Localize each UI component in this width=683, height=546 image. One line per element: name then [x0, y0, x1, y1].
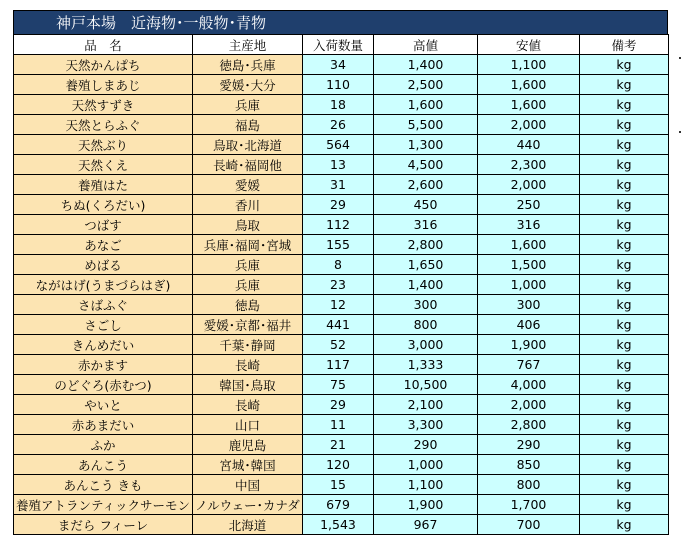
cell-quantity: 21: [303, 435, 374, 455]
cell-low-price: 767: [478, 355, 580, 375]
cell-origin: 兵庫･福岡･宮城: [193, 235, 303, 255]
cell-high-price: 3,000: [374, 335, 478, 355]
cell-high-price: 1,900: [374, 495, 478, 515]
cell-high-price: 2,500: [374, 75, 478, 95]
cell-quantity: 13: [303, 155, 374, 175]
cell-remarks: kg: [580, 475, 669, 495]
cell-origin: 鳥取: [193, 215, 303, 235]
cell-high-price: 450: [374, 195, 478, 215]
cell-origin: 徳島･兵庫: [193, 55, 303, 75]
cell-quantity: 23: [303, 275, 374, 295]
table-row: [14, 315, 669, 335]
cell-item-name: 赤あまだい: [14, 415, 193, 435]
cell-origin: 長崎: [193, 355, 303, 375]
table-row: [14, 235, 669, 255]
cell-item-name: 天然とらふぐ: [14, 115, 193, 135]
cell-quantity: 1,543: [303, 515, 374, 535]
cell-quantity: 29: [303, 195, 374, 215]
cell-origin: 鹿児島: [193, 435, 303, 455]
cell-remarks: kg: [580, 395, 669, 415]
cell-origin: ノルウェー･カナダ: [193, 495, 303, 515]
table-row: [14, 375, 669, 395]
cell-high-price: 1,100: [374, 475, 478, 495]
table-row: [14, 275, 669, 295]
cell-remarks: kg: [580, 495, 669, 515]
cell-high-price: 1,650: [374, 255, 478, 275]
cell-quantity: 120: [303, 455, 374, 475]
cell-low-price: 1,600: [478, 235, 580, 255]
cell-remarks: kg: [580, 135, 669, 155]
cell-low-price: 1,700: [478, 495, 580, 515]
table-row: [14, 55, 669, 75]
cell-high-price: 1,000: [374, 455, 478, 475]
cell-high-price: 290: [374, 435, 478, 455]
cell-quantity: 75: [303, 375, 374, 395]
cell-quantity: 34: [303, 55, 374, 75]
cell-remarks: kg: [580, 155, 669, 175]
cell-low-price: 700: [478, 515, 580, 535]
table-row: [14, 455, 669, 475]
header-low-price: 安値: [478, 35, 580, 55]
cell-item-name: まだら フィーレ: [14, 515, 193, 535]
cell-low-price: 1,900: [478, 335, 580, 355]
cell-remarks: kg: [580, 295, 669, 315]
cell-item-name: 天然すずき: [14, 95, 193, 115]
cell-low-price: 4,000: [478, 375, 580, 395]
cell-quantity: 26: [303, 115, 374, 135]
cell-remarks: kg: [580, 175, 669, 195]
table-row: [14, 395, 669, 415]
table-row: [14, 95, 669, 115]
cell-remarks: kg: [580, 315, 669, 335]
cell-item-name: 天然ぶり: [14, 135, 193, 155]
cell-low-price: 440: [478, 135, 580, 155]
cell-remarks: kg: [580, 95, 669, 115]
cell-quantity: 155: [303, 235, 374, 255]
cell-item-name: 赤かます: [14, 355, 193, 375]
cell-high-price: 300: [374, 295, 478, 315]
cell-low-price: 250: [478, 195, 580, 215]
cell-low-price: 1,600: [478, 75, 580, 95]
cell-origin: 兵庫: [193, 255, 303, 275]
cell-low-price: 2,000: [478, 115, 580, 135]
table-row: [14, 515, 669, 535]
cell-quantity: 31: [303, 175, 374, 195]
cell-remarks: kg: [580, 335, 669, 355]
header-high-price: 高値: [374, 35, 478, 55]
cell-low-price: 406: [478, 315, 580, 335]
cell-quantity: 679: [303, 495, 374, 515]
table-row: [14, 355, 669, 375]
cell-quantity: 117: [303, 355, 374, 375]
edge-mark: [679, 131, 681, 133]
cell-item-name: ながはげ(うまづらはぎ): [14, 275, 193, 295]
table-row: [14, 475, 669, 495]
table-row: [14, 195, 669, 215]
cell-low-price: 1,000: [478, 275, 580, 295]
cell-quantity: 18: [303, 95, 374, 115]
price-table: [13, 34, 669, 535]
cell-origin: 長崎: [193, 395, 303, 415]
table-row: [14, 295, 669, 315]
table-row: [14, 255, 669, 275]
cell-remarks: kg: [580, 115, 669, 135]
cell-item-name: さばふぐ: [14, 295, 193, 315]
cell-high-price: 1,300: [374, 135, 478, 155]
cell-high-price: 10,500: [374, 375, 478, 395]
table-row: [14, 495, 669, 515]
cell-high-price: 800: [374, 315, 478, 335]
cell-high-price: 2,800: [374, 235, 478, 255]
cell-low-price: 800: [478, 475, 580, 495]
cell-origin: 香川: [193, 195, 303, 215]
cell-remarks: kg: [580, 235, 669, 255]
cell-quantity: 12: [303, 295, 374, 315]
table-row: [14, 155, 669, 175]
cell-low-price: 2,800: [478, 415, 580, 435]
cell-remarks: kg: [580, 515, 669, 535]
cell-origin: 福島: [193, 115, 303, 135]
cell-item-name: 養殖しまあじ: [14, 75, 193, 95]
cell-item-name: めばる: [14, 255, 193, 275]
price-sheet: [13, 10, 668, 535]
cell-origin: 千葉･静岡: [193, 335, 303, 355]
cell-item-name: やいと: [14, 395, 193, 415]
cell-item-name: あんこう: [14, 455, 193, 475]
table-row: [14, 415, 669, 435]
cell-origin: 愛媛･京都･福井: [193, 315, 303, 335]
cell-quantity: 112: [303, 215, 374, 235]
header-remarks: 備考: [580, 35, 669, 55]
cell-remarks: kg: [580, 455, 669, 475]
cell-low-price: 1,600: [478, 95, 580, 115]
cell-high-price: 2,100: [374, 395, 478, 415]
cell-low-price: 300: [478, 295, 580, 315]
cell-remarks: kg: [580, 215, 669, 235]
cell-quantity: 15: [303, 475, 374, 495]
cell-low-price: 1,500: [478, 255, 580, 275]
cell-item-name: あなご: [14, 235, 193, 255]
cell-item-name: ふか: [14, 435, 193, 455]
cell-quantity: 441: [303, 315, 374, 335]
cell-origin: 兵庫: [193, 95, 303, 115]
cell-item-name: 天然かんぱち: [14, 55, 193, 75]
cell-origin: 兵庫: [193, 275, 303, 295]
cell-quantity: 110: [303, 75, 374, 95]
cell-origin: 愛媛: [193, 175, 303, 195]
cell-item-name: 養殖アトランティックサーモン: [14, 495, 193, 515]
cell-item-name: きんめだい: [14, 335, 193, 355]
cell-origin: 北海道: [193, 515, 303, 535]
cell-origin: 山口: [193, 415, 303, 435]
cell-high-price: 1,600: [374, 95, 478, 115]
cell-remarks: kg: [580, 75, 669, 95]
cell-low-price: 290: [478, 435, 580, 455]
cell-low-price: 2,300: [478, 155, 580, 175]
cell-origin: 中国: [193, 475, 303, 495]
table-row: [14, 75, 669, 95]
cell-quantity: 52: [303, 335, 374, 355]
header-origin: 主産地: [193, 35, 303, 55]
header-item-name: 品 名: [14, 35, 193, 55]
cell-origin: 長崎･福岡他: [193, 155, 303, 175]
cell-item-name: つばす: [14, 215, 193, 235]
header-quantity: 入荷数量: [303, 35, 374, 55]
header-row: [14, 35, 669, 55]
table-row: [14, 435, 669, 455]
cell-low-price: 850: [478, 455, 580, 475]
edge-mark: [679, 57, 681, 59]
cell-item-name: 養殖はた: [14, 175, 193, 195]
cell-remarks: kg: [580, 355, 669, 375]
cell-high-price: 2,600: [374, 175, 478, 195]
cell-high-price: 1,400: [374, 275, 478, 295]
cell-quantity: 8: [303, 255, 374, 275]
cell-item-name: あんこう きも: [14, 475, 193, 495]
cell-remarks: kg: [580, 255, 669, 275]
cell-item-name: のどぐろ(赤むつ): [14, 375, 193, 395]
cell-high-price: 3,300: [374, 415, 478, 435]
cell-item-name: ちぬ(くろだい): [14, 195, 193, 215]
cell-remarks: kg: [580, 275, 669, 295]
cell-quantity: 564: [303, 135, 374, 155]
table-row: [14, 215, 669, 235]
cell-low-price: 1,100: [478, 55, 580, 75]
cell-low-price: 316: [478, 215, 580, 235]
cell-origin: 韓国･鳥取: [193, 375, 303, 395]
table-row: [14, 135, 669, 155]
cell-origin: 徳島: [193, 295, 303, 315]
cell-low-price: 2,000: [478, 395, 580, 415]
cell-high-price: 967: [374, 515, 478, 535]
cell-quantity: 11: [303, 415, 374, 435]
cell-remarks: kg: [580, 195, 669, 215]
table-row: [14, 175, 669, 195]
cell-low-price: 2,000: [478, 175, 580, 195]
cell-high-price: 1,333: [374, 355, 478, 375]
cell-high-price: 1,400: [374, 55, 478, 75]
cell-remarks: kg: [580, 415, 669, 435]
cell-high-price: 4,500: [374, 155, 478, 175]
table-row: [14, 335, 669, 355]
cell-remarks: kg: [580, 435, 669, 455]
cell-item-name: さごし: [14, 315, 193, 335]
table-row: [14, 115, 669, 135]
cell-item-name: 天然くえ: [14, 155, 193, 175]
cell-origin: 愛媛･大分: [193, 75, 303, 95]
sheet-title: 神戸本場 近海物･一般物･青物: [13, 10, 668, 34]
cell-remarks: kg: [580, 55, 669, 75]
cell-high-price: 5,500: [374, 115, 478, 135]
cell-remarks: kg: [580, 375, 669, 395]
cell-quantity: 29: [303, 395, 374, 415]
cell-high-price: 316: [374, 215, 478, 235]
cell-origin: 鳥取･北海道: [193, 135, 303, 155]
cell-origin: 宮城･韓国: [193, 455, 303, 475]
